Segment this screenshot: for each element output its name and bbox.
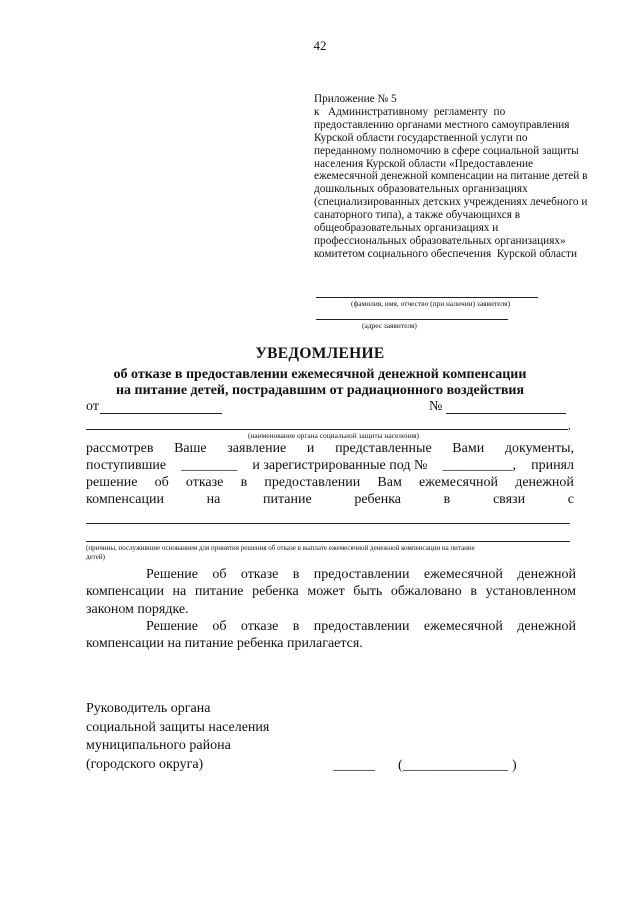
attachment-paragraph: [86, 618, 576, 653]
appendix-line: комитетом социального обеспечения Курской области: [314, 247, 578, 260]
word: в: [240, 475, 248, 490]
reason-line-1: [86, 523, 570, 524]
signature-blank: ______: [333, 758, 375, 773]
applicant-address-line: [316, 319, 508, 320]
attachment-text: Решение об отказе в предоставлении ежемесячной денежной компенсации на питание ребенка прилагается.: [86, 619, 576, 652]
body-line-1: [86, 440, 574, 457]
appendix-line: к Административному регламенту по: [314, 105, 506, 118]
appendix-line: населения Курской области «Предоставление: [314, 157, 534, 170]
signatory-line: муниципального района: [86, 738, 231, 753]
from-date-line: [100, 413, 222, 414]
org-line-comma: ,: [568, 420, 571, 432]
name-paren-close: ): [512, 758, 517, 773]
word: ежемесячной: [419, 475, 499, 490]
word: Вами: [452, 441, 485, 456]
appendix-line: Приложение № 5: [314, 93, 397, 105]
reasons-caption: (причины, послужившие основанием для принятия решения об отказе в выплате ежемесячной денежной компенсации на питание: [86, 544, 475, 552]
applicant-address-caption: (адрес заявителя): [362, 321, 417, 330]
word: поступившие: [86, 458, 167, 473]
notice-subtitle-2: на питание детей, пострадавшим от радиационного воздействия: [115, 383, 525, 398]
word: об: [154, 475, 169, 490]
word: денежной: [515, 475, 574, 490]
body-line-2: [86, 457, 574, 474]
org-caption: (наименование органа социальной защиты населения): [248, 431, 420, 440]
signatory-line: Руководитель органа: [86, 701, 211, 716]
notice-subtitle-1: об отказе в предоставлении ежемесячной денежной компенсации: [113, 367, 527, 382]
number-line: [446, 413, 566, 414]
word: принял: [531, 458, 574, 473]
word: с: [567, 492, 574, 507]
word: отказе: [185, 475, 224, 490]
body-line-3: [86, 474, 574, 491]
reasons-caption-cont: детей): [86, 553, 105, 561]
number-label: №: [429, 399, 443, 414]
notice-title: УВЕДОМЛЕНИЕ: [255, 345, 385, 362]
word: Ваше: [174, 441, 207, 456]
appendix-line: общеобразовательных организациях и: [314, 222, 499, 235]
word: и: [306, 441, 315, 456]
appeal-paragraph: [86, 566, 576, 618]
applicant-name-caption: (фамилия, имя, отчество (при наличии) заявителя): [351, 299, 511, 308]
word: в: [443, 492, 451, 507]
word: заявление: [227, 441, 287, 456]
from-label: от: [86, 399, 99, 414]
signatory-line: (городского округа): [86, 756, 204, 772]
word: компенсации: [86, 492, 164, 507]
appendix-line: предоставлению органами местного самоуправления: [314, 118, 570, 131]
appendix-line: дошкольных образовательных организациях: [314, 183, 528, 196]
word: документы,: [504, 441, 574, 456]
signatory-block: [86, 700, 269, 774]
appendix-line: переданному полномочию в сфере социальной защиты: [314, 144, 579, 157]
body-line-4: [86, 491, 574, 508]
appendix-line: санаторного типа), а также обучающихся в: [314, 209, 521, 222]
appeal-text: Решение об отказе в предоставлении ежемесячной денежной компенсации на питание ребенка может быть обжаловано в установленном законом порядке.: [86, 567, 576, 617]
appendix-line: (специализированных детских учреждениях лечебного и: [314, 196, 588, 209]
appendix-block: [314, 93, 614, 261]
word: ребенка: [354, 492, 402, 507]
word: связи: [492, 492, 526, 507]
word: представленные: [335, 441, 432, 456]
name-paren-open: (: [398, 758, 403, 773]
word: питание: [263, 492, 312, 507]
name-blank: _______________: [403, 758, 508, 773]
appendix-line: профессиональных образовательных организациях»: [314, 234, 566, 247]
word: ________: [181, 458, 238, 473]
word: Вам: [377, 475, 402, 490]
appendix-line: ежемесячной денежной компенсации на питание детей в: [314, 170, 588, 183]
signatory-line: социальной защиты населения: [86, 719, 270, 735]
reason-line-2: [86, 541, 570, 542]
page-number: 42: [313, 38, 327, 53]
appendix-line: Курской области государственной услуги по: [314, 131, 528, 144]
applicant-name-line: [316, 297, 538, 298]
word: __________,: [442, 458, 516, 473]
word: на: [206, 492, 221, 507]
word: и зарегистрированные под №: [252, 458, 428, 473]
org-name-line: [86, 429, 568, 430]
word: рассмотрев: [86, 441, 154, 456]
word: предоставлении: [264, 475, 361, 490]
word: решение: [86, 475, 138, 490]
